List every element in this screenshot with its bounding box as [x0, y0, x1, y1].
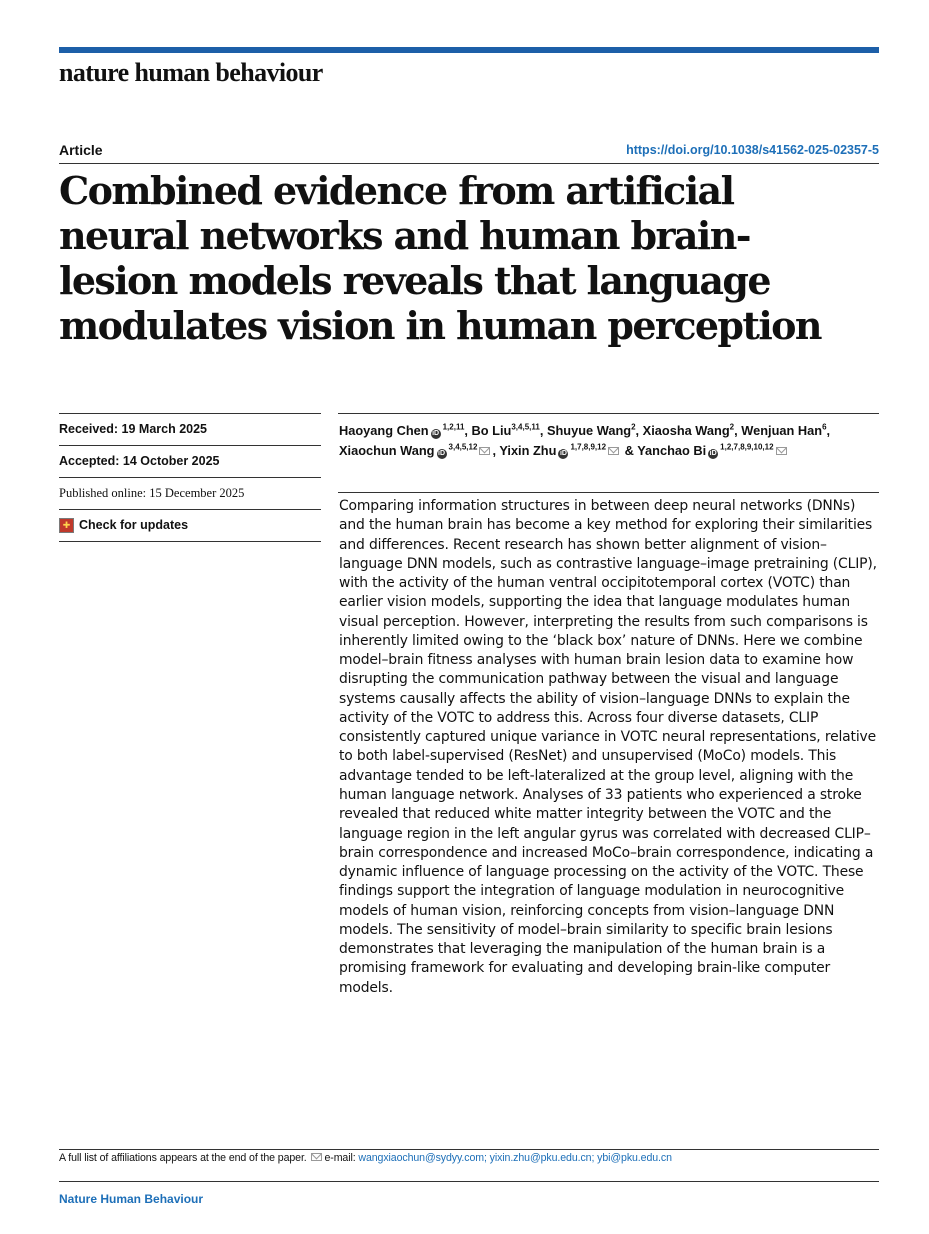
check-for-updates-button[interactable] — [59, 510, 321, 542]
article-type-label: Article — [59, 142, 103, 158]
journal-name[interactable]: nature human behaviour — [59, 58, 323, 87]
orcid-icon[interactable]: iD — [432, 430, 440, 437]
orcid-icon[interactable]: iD — [438, 450, 446, 457]
author-name[interactable]: Bo Liu$^{3,4,5,11}$, — [471, 422, 544, 438]
author-list — [339, 421, 874, 461]
author-affiliation: 1,7,8,9,12 — [570, 442, 607, 452]
author-affiliation: 1,2,11 — [442, 422, 465, 432]
title-divider — [59, 163, 879, 164]
footnote-divider — [59, 1149, 879, 1150]
received-date: Received: 19 March 2025 — [59, 414, 321, 446]
affiliations-footnote — [59, 1152, 672, 1164]
author-name[interactable]: Haoyang Chen iD$^{1,2,11}$, — [339, 422, 468, 438]
email-label: e-mail: — [324, 1152, 356, 1164]
article-title: Combined evidence from artificial neural networks and human brain-lesion models reveals that language modulates vision in human perception — [59, 168, 821, 348]
author-name[interactable]: Wenjuan Han$^6$, — [741, 422, 831, 438]
author-affiliation: 2 — [729, 422, 735, 432]
check-updates-icon: ✚ — [59, 518, 74, 533]
email-icon[interactable] — [608, 447, 619, 455]
email-icon[interactable] — [479, 447, 490, 455]
author-name[interactable]: Xiaosha Wang$^2$, — [642, 422, 738, 438]
abstract-divider — [338, 492, 879, 493]
author-name[interactable]: Xiaochun Wang iD$^{3,4,5,12}$ , — [339, 442, 496, 458]
check-updates-label: Check for updates — [79, 518, 189, 532]
author-affiliation: 3,4,5,12 — [448, 442, 478, 452]
orcid-icon[interactable]: iD — [559, 450, 567, 457]
orcid-icon[interactable]: iD — [709, 450, 717, 457]
author-name[interactable]: Shuyue Wang$^2$, — [546, 422, 640, 438]
email-icon[interactable] — [776, 447, 787, 455]
author-affiliation: 2 — [631, 422, 636, 432]
footer-divider — [59, 1181, 879, 1182]
affiliations-note: A full list of affiliations appears at the end of the paper. — [59, 1152, 307, 1164]
author-affiliation: 3,4,5,11 — [511, 422, 540, 432]
author-affiliation: 6 — [822, 422, 827, 432]
authors-divider — [338, 413, 879, 414]
doi-link[interactable]: https://doi.org/10.1038/s41562-025-02357-5 — [626, 143, 879, 157]
journal-color-bar — [59, 47, 879, 53]
journal-footer-link[interactable]: Nature Human Behaviour — [59, 1192, 204, 1206]
author-affiliation: 1,2,7,8,9,10,12 — [720, 442, 774, 452]
published-date: Published online: 15 December 2025 — [59, 478, 321, 510]
article-dates-panel — [59, 413, 321, 542]
accepted-date: Accepted: 14 October 2025 — [59, 446, 321, 478]
author-name[interactable]: Yixin Zhu iD$^{1,7,8,9,12}$ & — [499, 442, 634, 458]
author-name[interactable]: Yanchao Bi iD$^{1,2,7,8,9,10,12}$ — [637, 443, 788, 458]
correspondence-emails[interactable]: wangxiaochun@sydyy.com; yixin.zhu@pku.edu.cn; ybi@pku.edu.cn — [358, 1152, 672, 1164]
abstract: Comparing information structures in between deep neural networks (DNNs) and the human brain has become a key method for exploring their similarities and differences. Recent research has shown better alignment of vision–language DNN models, such as contrastive language–image pretraining (CLIP), with the activity of the human ventral occipitotemporal cortex (VOTC) than earlier vision models, supporting the idea that language modulates human visual perception. However, interpreting the results from such comparisons is inherently limited owing to the ‘black box’ nature of DNNs. Here we combine model–brain fitness analyses with human brain lesion data to examine how disrupting the communication pathway between the visual and language systems causally affects the ability of vision–language DNNs to explain the activity of the VOTC to address this. Across four diverse datasets, CLIP consistently captured unique variance in VOTC neural representations, relative to both label-supervised (ResNet) and unsupervised (MoCo) models. This advantage tended to be left-lateralized at the group level, aligning with the human language network. Analyses of 33 patients who experienced a stroke revealed that reduced white matter integrity between the VOTC and the language region in the left angular gyrus was correlated with decreased CLIP–brain correspondence and increased MoCo–brain correspondence, indicating a dynamic influence of language processing on the activity of the VOTC. These findings support the integration of language modulation in neurocognitive models of human vision, reinforcing concepts from vision–language DNN models. The sensitivity of model–brain similarity to specific brain lesions demonstrates that leveraging the manipulation of the human brain is a promising framework for evaluating and developing brain-like computer models. — [339, 498, 877, 996]
email-icon — [311, 1153, 322, 1161]
